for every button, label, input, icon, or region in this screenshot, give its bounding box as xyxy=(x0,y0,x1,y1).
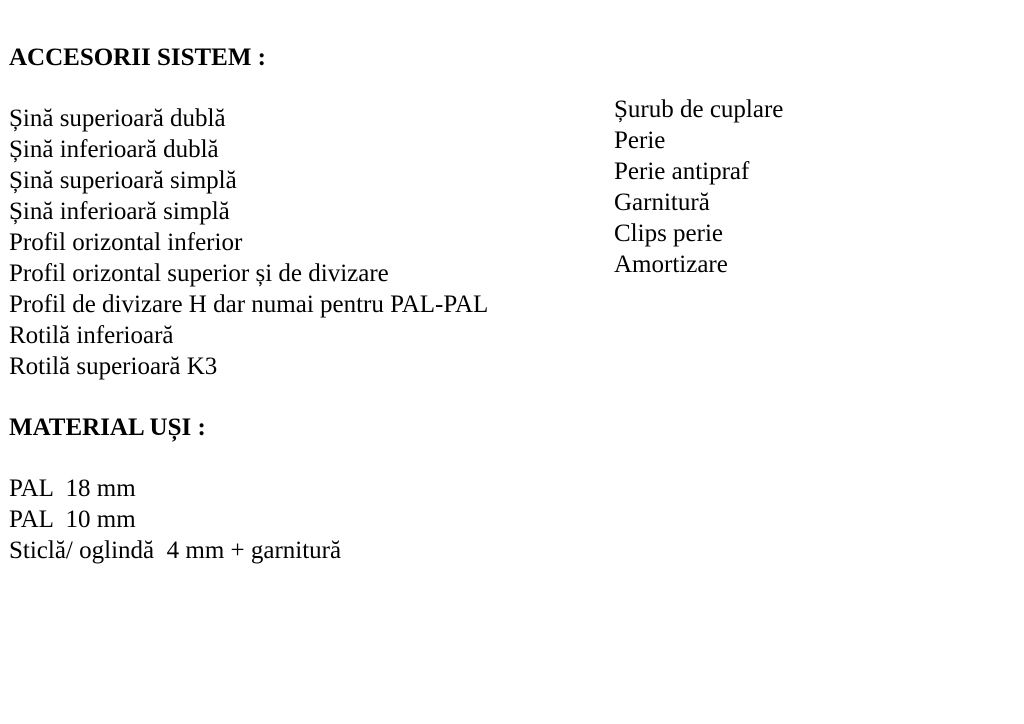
list-item: Șurub de cuplare xyxy=(614,96,784,123)
list-item: Perie xyxy=(614,127,666,154)
list-item: Profil de divizare H dar numai pentru PAL-PAL xyxy=(9,291,489,318)
list-item: Șină superioară simplă xyxy=(9,167,237,194)
accesorii-list-left xyxy=(9,103,488,382)
list-item: Rotilă inferioară xyxy=(9,322,174,349)
list-item: Rotilă superioară K3 xyxy=(9,353,218,380)
list-item: Șină inferioară dublă xyxy=(9,136,219,163)
list-item: Șină inferioară simplă xyxy=(9,198,230,225)
material-list xyxy=(9,473,341,566)
list-item: Clips perie xyxy=(614,220,724,247)
list-item: Sticlă/ oglindă 4 mm + garnitură xyxy=(9,537,342,564)
list-item: Șină superioară dublă xyxy=(9,105,226,132)
section-heading-material-usi: MATERIAL UȘI : xyxy=(9,414,206,441)
list-item: Perie antipraf xyxy=(614,158,750,185)
list-item: Profil orizontal inferior xyxy=(9,229,243,256)
accesorii-list-right xyxy=(614,94,783,280)
list-item: Garnitură xyxy=(614,189,710,216)
list-item: Amortizare xyxy=(614,251,728,278)
list-item: PAL 18 mm xyxy=(9,475,136,502)
section-heading-accesorii-sistem: ACCESORII SISTEM : xyxy=(9,44,267,71)
list-item: PAL 10 mm xyxy=(9,506,136,533)
list-item: Profil orizontal superior și de divizare xyxy=(9,260,389,287)
